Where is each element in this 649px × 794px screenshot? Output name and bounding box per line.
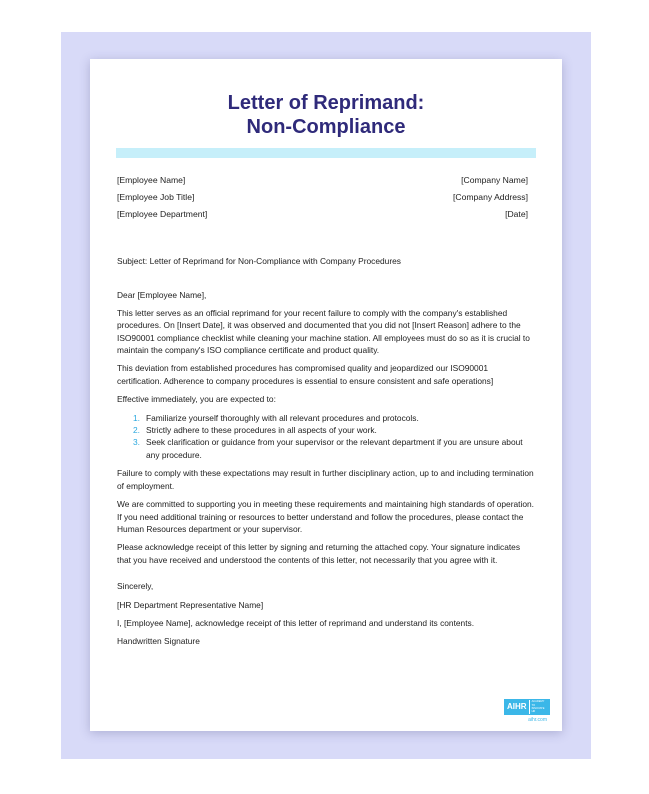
employee-name: [Employee Name] xyxy=(117,175,186,185)
salutation: Dear [Employee Name], xyxy=(117,290,207,301)
list-item xyxy=(133,412,535,424)
paragraph-1: This letter serves as an official reprimand for your recent failure to comply with the company's established procedures. On [Insert Date], it was observed and documented that you did not [Insert Reason] adhere to the ISO90001 compliance checklist while cleaning your machine station. All employees must do so as it is crucial to maintain the company's ISO compliance certificate and product quality. xyxy=(117,307,530,356)
list-item-number: 3. xyxy=(133,437,140,448)
list-item-text: Seek clarification or guidance from your supervisor or the relevant department if you are unsure about any procedure. xyxy=(146,437,523,460)
employee-department: [Employee Department] xyxy=(117,209,208,219)
list-item-text: Familiarize yourself thoroughly with all relevant procedures and protocols. xyxy=(146,412,419,423)
list-item xyxy=(133,424,535,436)
closing-block xyxy=(117,580,535,611)
company-name: [Company Name] xyxy=(461,175,528,185)
list-item-text: Strictly adhere to these procedures in all aspects of your work. xyxy=(146,425,377,436)
logo-mark: AIHR xyxy=(507,702,527,711)
logo-tagline: ACADEMY TO INNOVATE HR xyxy=(529,700,547,714)
logo-url: aihr.com xyxy=(528,717,547,723)
list-item xyxy=(133,436,535,461)
signer-name: [HR Department Representative Name] xyxy=(117,599,264,610)
letter-page xyxy=(90,59,562,731)
employee-block xyxy=(117,172,207,223)
list-item-number: 2. xyxy=(133,425,140,436)
letter-subject: Subject: Letter of Reprimand for Non-Compliance with Company Procedures xyxy=(117,256,401,266)
paragraph-2: This deviation from established procedures has compromised quality and jeopardized our ISO90001 certification. Adherence to company procedures is essential to ensure consistent and safe operations] xyxy=(117,363,494,386)
closing-word: Sincerely, xyxy=(117,581,154,592)
expectations-intro: Effective immediately, you are expected to: xyxy=(117,394,276,405)
paragraph-5: Please acknowledge receipt of this letter by signing and returning the attached copy. Your signature indicates that you have received and understood the contents of this letter, not necessarily that you agree with it. xyxy=(117,542,521,565)
signature-label: Handwritten Signature xyxy=(117,636,200,647)
company-address: [Company Address] xyxy=(453,192,528,202)
paragraph-3: Failure to comply with these expectations may result in further disciplinary action, up to and including termination of employment. xyxy=(117,468,534,491)
title-line-1: Letter of Reprimand: xyxy=(227,92,425,114)
title-divider-bar xyxy=(116,148,536,158)
employee-job-title: [Employee Job Title] xyxy=(117,192,195,202)
letter-title xyxy=(90,91,562,139)
expectations-list xyxy=(117,412,535,462)
company-block xyxy=(453,172,528,223)
aihr-logo xyxy=(504,699,550,715)
letter-body xyxy=(117,255,535,654)
list-item-number: 1. xyxy=(133,412,140,423)
acknowledgement-statement: I, [Employee Name], acknowledge receipt of this letter of reprimand and understand its contents. xyxy=(117,617,475,628)
letter-date: [Date] xyxy=(505,209,528,219)
title-line-2: Non-Compliance xyxy=(246,116,406,138)
paragraph-4: We are committed to supporting you in meeting these requirements and maintaining high standards of operation. If you need additional training or resources to better understand and follow the procedures, please contact the Human Resources department or your supervisor. xyxy=(117,499,534,534)
